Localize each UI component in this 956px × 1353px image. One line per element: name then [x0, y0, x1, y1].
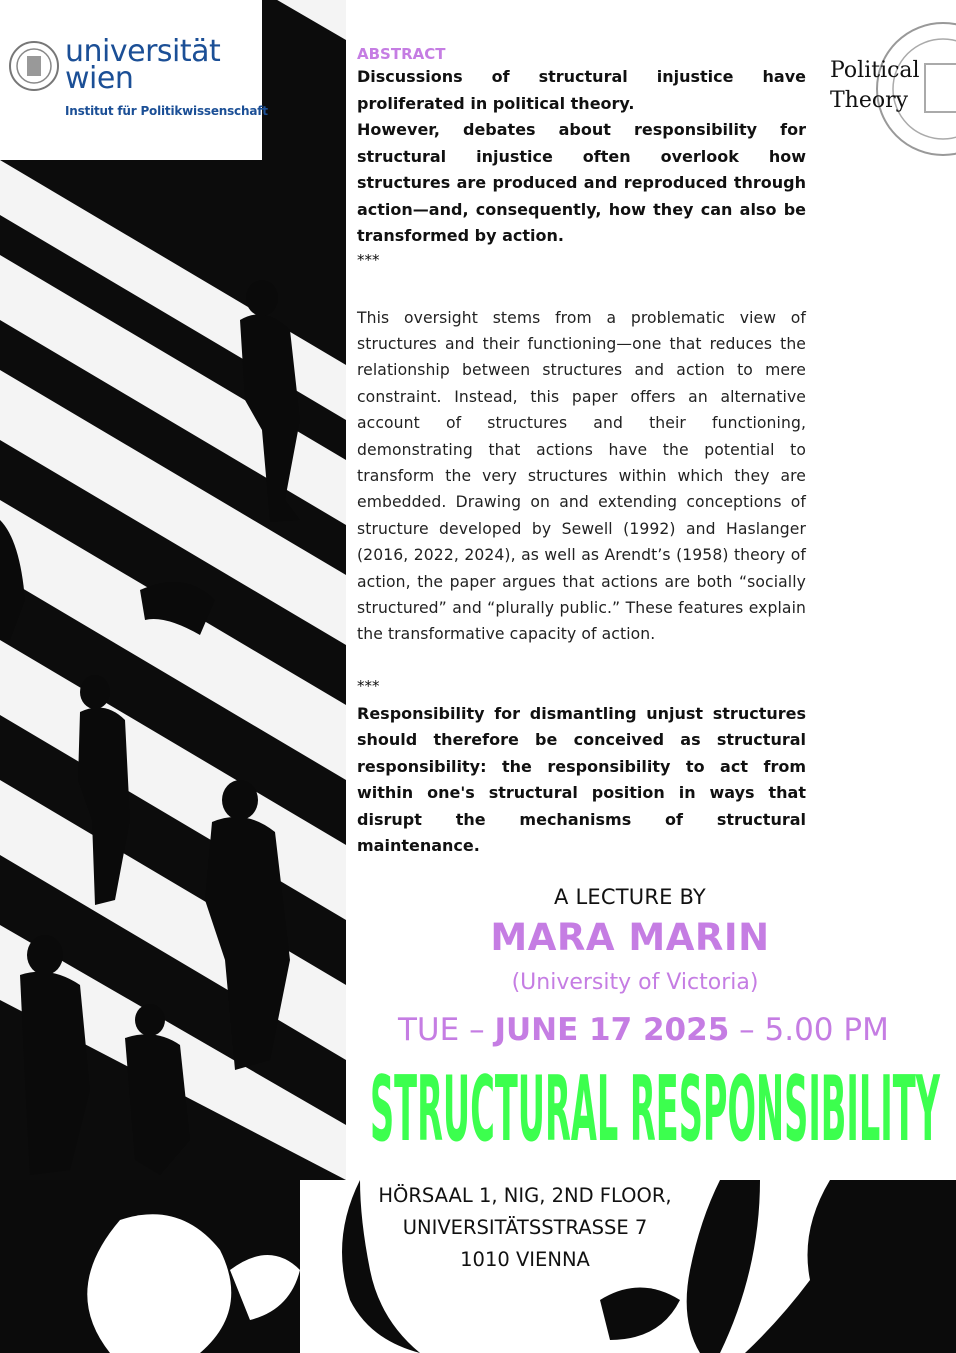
address-line-1: HÖRSAAL 1, NIG, 2ND FLOOR,: [378, 1184, 672, 1207]
abstract-section: [357, 44, 806, 860]
abstract-intro: Discussions of structural injustice have proliferated in political theory.: [357, 67, 806, 113]
separator-2: ***: [357, 676, 380, 695]
crosswalk-photo: [0, 0, 346, 1180]
separator: ***: [357, 250, 380, 269]
lecture-by-label: A LECTURE BY: [554, 885, 706, 909]
speaker-name: MARA MARIN: [490, 916, 770, 959]
event-day: TUE: [398, 1012, 460, 1048]
event-date: JUNE 17 2025: [494, 1012, 730, 1048]
abstract-label: ABSTRACT: [357, 45, 446, 63]
address-line-3: 1010 VIENNA: [460, 1248, 590, 1271]
lecture-title: [366, 1050, 946, 1180]
university-seal-icon: [8, 40, 60, 92]
university-logo: [0, 0, 268, 160]
lecture-title-text: STRUCTURAL RESPONSIBILITY: [370, 1057, 941, 1163]
university-name: universität wien: [65, 34, 221, 96]
abstract-body: This oversight stems from a problematic view of structures and their functioning—one that reduces the relationship between structures and action to mere constraint. Instead, this paper offers an alternative account of structures and their functioning, demonstrating that actions have the potential to transform the very structures within which they are embedded. Drawing on and extending conceptions of structure developed by Sewell (1992) and Haslanger (2016, 2022, 2024), as well as Arendt’s (1958) theory of action, the paper argues that actions are both “socially structured” and “plurally public.” These features explain the transformative capacity of action.: [357, 308, 806, 644]
abstract-intro-2: However, debates about responsibility for structural injustice often overlook how structures are produced and reproduced through action—and, consequently, how they can also be transformed by action.: [357, 120, 806, 245]
event-address: [0, 1180, 956, 1276]
institute-name: Institut für Politikwissenschaft: [65, 104, 268, 118]
event-time: 5.00 PM: [764, 1012, 889, 1048]
event-datetime: TUE – JUNE 17 2025 – 5.00 PM: [398, 1012, 889, 1048]
abstract-conclusion: Responsibility for dismantling unjust structures should therefore be conceived as structural responsibility: the responsibility to act from within one's structural position in ways that disrupt the mechanisms of structural maintenance.: [357, 703, 806, 856]
address-line-2: UNIVERSITÄTSSTRASSE 7: [402, 1216, 648, 1239]
political-theory-brand: Political Theory: [830, 58, 920, 113]
speaker-affiliation: (University of Victoria): [511, 970, 759, 995]
